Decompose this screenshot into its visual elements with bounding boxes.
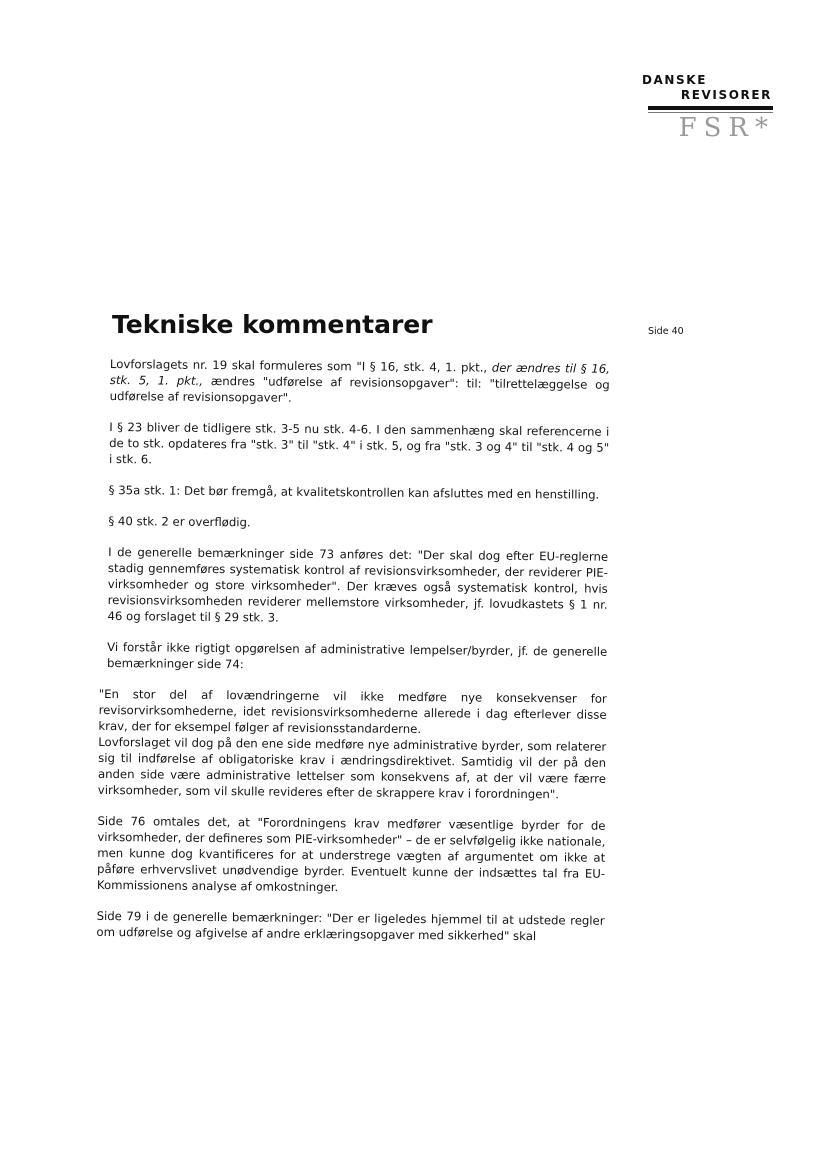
logo-rule xyxy=(648,106,773,110)
quote-paragraph-1: "En stor del af lovændringerne vil ikke medføre nye konsekvenser for revisorvirksomhederne, idet revisionsvirksomhederne allerede i dag efterlever disse krav, der for eksempel følger af revisionsstandarderne. xyxy=(98,686,607,737)
document-body xyxy=(96,356,610,945)
paragraph-7: Side 76 omtales det, at "Forordningens krav medfører væsentlige byrder for de virksomheder, der defineres som PIE-virksomheder" – de er selvfølgelig ikke nationale, men kunne dog kvantificeres for at understrege vægten af argumentet om ikke at påføre erhvervslivet unødvendige byrder. Eventuelt kunne der indsættes tal fra EU-Kommissionens analyse af omkostninger. xyxy=(96,813,606,895)
paragraph-5: I de generelle bemærkninger side 73 anføres det: "Der skal dog efter EU-reglerne stadig gennemføres systematisk kontrol af revisionsvirksomheder, der reviderer PIE-virksomheder og store virksomheder". Der kræves også systematisk kontrol, hvis revisionsvirksomheden reviderer mellemstore virksomheder, jf. lovudkastets § 1 nr. 46 og forslaget til § 29 stk. 3. xyxy=(107,544,609,625)
fsr-logo xyxy=(640,73,775,143)
paragraph-6: Vi forstår ikke rigtigt opgørelsen af administrative lempelser/byrder, jf. de generelle bemærkninger side 74: xyxy=(106,639,608,672)
paragraph-2: I § 23 bliver de tidligere stk. 3-5 nu stk. 4-6. I den sammenhæng skal referencerne i de to stk. opdateres fra "stk. 3" til "stk. 4" i stk. 5, og fra "stk. 3 og 4" til "stk. 4 og 5" i stk. 6. xyxy=(108,419,610,467)
quote-paragraph-2: Lovforslaget vil dog på den ene side medføre nye administrative byrder, som relaterer sig til indførelse af obligatoriske krav i ændringsdirektivet. Samtidig vil der på den anden side være administrative lettelser som konsekvens af, at der vil være færre virksomheder, som vil skulle revideres efter de skrappere krav i forordningen". xyxy=(97,734,607,802)
logo-line-danske: DANSKE xyxy=(641,73,707,87)
paragraph-4: § 40 stk. 2 er overflødig. xyxy=(108,513,251,530)
paragraph-3: § 35a stk. 1: Det bør fremgå, at kvalitetskontrollen kan afsluttes med en henstilling. xyxy=(108,482,600,502)
page-number: Side 40 xyxy=(648,326,684,337)
paragraph-1-text: Lovforslagets nr. 19 skal formuleres som "I § 16, stk. 4, 1. pkt., xyxy=(109,356,492,375)
paragraph-1 xyxy=(110,356,610,409)
logo-mark-fsr: FSR* xyxy=(678,113,775,143)
paragraph-1-text-end: ændres "udførelse af revisionsopgaver": til: "tilrettelæggelse og udførelse af revisionsopgaver". xyxy=(109,373,610,405)
page-title: Tekniske kommentarer xyxy=(112,310,433,339)
paragraph-1-italic: der ændres til § 16, stk. 5, 1. pkt., xyxy=(109,360,610,388)
logo-line-revisorer: REVISORER xyxy=(680,88,772,102)
paragraph-8: Side 79 i de generelle bemærkninger: "Der er ligeledes hjemmel til at udstede regler om udførelse og afgivelse af andre erklæringsopgaver med sikkerhed" skal xyxy=(96,908,605,944)
